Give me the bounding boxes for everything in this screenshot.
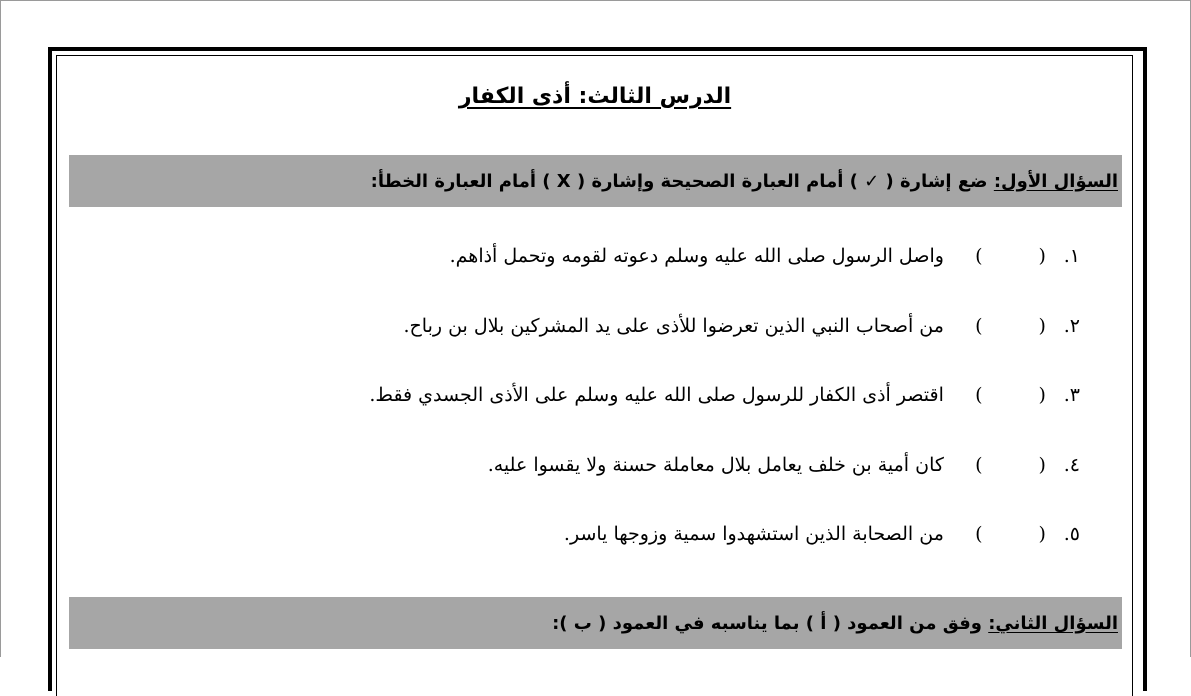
question2-header [69,597,1122,649]
question2-label: السؤال الثاني: [988,612,1118,634]
question1-instruction: ضع إشارة ( ✓ ) أمام العبارة الصحيحة وإشارة ( X ) أمام العبارة الخطأ: [370,170,994,192]
answer-blank[interactable]: ( ) [975,314,1046,337]
item-number: ٥. [1063,523,1080,545]
item-number: ١. [1063,245,1080,267]
item-statement: من الصحابة الذين استشهدوا سمية وزوجها ياسر. [563,523,944,545]
question2-instruction: وفق من العمود ( أ ) بما يناسبه في العمود ( ب ): [552,612,989,634]
answer-blank[interactable]: ( ) [975,523,1046,545]
question1-items [70,228,1080,576]
item-statement: من أصحاب النبي الذين تعرضوا للأذى على يد المشركين بلال بن رباح. [403,314,944,337]
item-statement: اقتصر أذى الكفار للرسول صلى الله عليه وسلم على الأذى الجسدي فقط. [369,384,944,406]
item-statement: كان أمية بن خلف يعامل بلال معاملة حسنة ولا يقسوا عليه. [487,453,944,476]
answer-blank[interactable]: ( ) [975,453,1046,476]
item-number: ٣. [1063,384,1080,406]
list-item [70,298,1080,368]
item-statement: واصل الرسول صلى الله عليه وسلم دعوته لقومه وتحمل أذاهم. [449,245,944,267]
item-number: ٢. [1063,314,1080,337]
lesson-title-text: الدرس الثالث: أذى الكفار [458,84,732,109]
answer-blank[interactable]: ( ) [975,245,1046,267]
answer-blank[interactable]: ( ) [975,384,1046,406]
list-item [70,228,1080,298]
list-item [70,367,1080,437]
lesson-title [70,84,1120,109]
question1-label: السؤال الأول: [993,170,1118,192]
question1-header [69,155,1122,207]
list-item [70,437,1080,507]
item-number: ٤. [1063,453,1080,476]
list-item [70,506,1080,576]
